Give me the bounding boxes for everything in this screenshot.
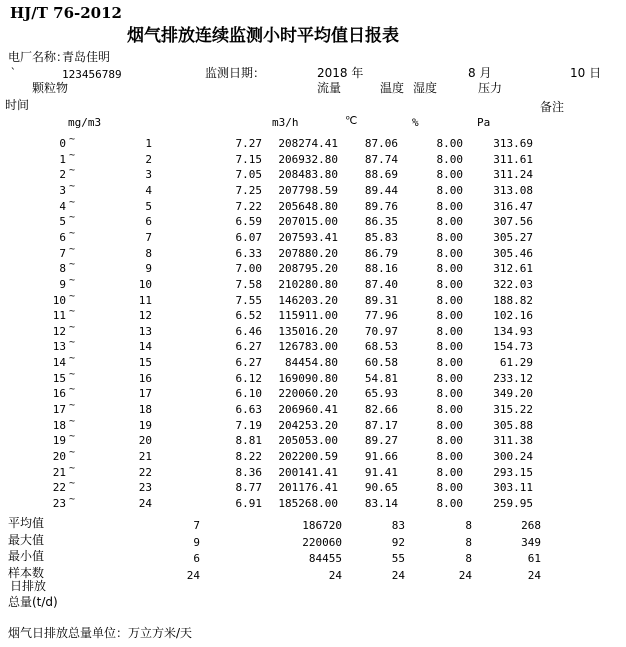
footnote-emission-unit: 烟气日排放总量单位：万立方米/天 bbox=[8, 626, 193, 640]
hour-end-cell: 20 bbox=[138, 434, 152, 447]
temp-value-cell: 87.74 bbox=[364, 153, 398, 166]
range-tilde: ~ bbox=[69, 150, 76, 161]
hour-start-cell: 6 bbox=[59, 231, 66, 244]
pressure-value-cell: 188.82 bbox=[493, 294, 533, 307]
flow-value-cell: 210280.80 bbox=[278, 278, 338, 291]
temp-value-cell: 89.31 bbox=[364, 294, 398, 307]
hour-start-cell: 12 bbox=[52, 325, 66, 338]
humidity-value-cell: 8.00 bbox=[436, 309, 463, 322]
humidity-value-cell: 8.00 bbox=[436, 153, 463, 166]
humidity-value-cell: 8.00 bbox=[436, 231, 463, 244]
pressure-value-cell: 316.47 bbox=[493, 200, 533, 213]
humidity-value-cell: 8.00 bbox=[436, 262, 463, 275]
pressure-value-cell: 315.22 bbox=[493, 403, 533, 416]
pressure-value-cell: 311.38 bbox=[493, 434, 533, 447]
humidity-value-cell: 8.00 bbox=[436, 184, 463, 197]
temp-value-cell: 83.14 bbox=[364, 497, 398, 510]
summary-humidity-cell: 24 bbox=[458, 569, 472, 582]
pm-value-cell: 8.36 bbox=[235, 466, 262, 479]
pm-value-cell: 6.46 bbox=[235, 325, 262, 338]
hour-end-cell: 15 bbox=[138, 356, 152, 369]
pressure-value-cell: 134.93 bbox=[493, 325, 533, 338]
hour-end-cell: 14 bbox=[138, 340, 152, 353]
monitor-date-day: 10 日 bbox=[570, 66, 602, 80]
plant-name-label: 电厂名称： bbox=[8, 50, 69, 64]
unit-pressure: Pa bbox=[477, 116, 491, 129]
hour-start-cell: 0 bbox=[59, 137, 66, 150]
unit-humidity: % bbox=[412, 116, 419, 129]
temp-value-cell: 87.17 bbox=[364, 419, 398, 432]
humidity-value-cell: 8.00 bbox=[436, 372, 463, 385]
pressure-value-cell: 349.20 bbox=[493, 387, 533, 400]
monitor-date-month: 8 月 bbox=[468, 66, 492, 80]
flow-value-cell: 220060.20 bbox=[278, 387, 338, 400]
pressure-value-cell: 312.61 bbox=[493, 262, 533, 275]
range-tilde: ~ bbox=[69, 447, 76, 458]
hour-start-cell: 1 bbox=[59, 153, 66, 166]
hour-end-cell: 24 bbox=[138, 497, 152, 510]
range-tilde: ~ bbox=[69, 384, 76, 395]
temp-value-cell: 88.16 bbox=[364, 262, 398, 275]
flow-value-cell: 146203.20 bbox=[278, 294, 338, 307]
pressure-value-cell: 300.24 bbox=[493, 450, 533, 463]
humidity-value-cell: 8.00 bbox=[436, 200, 463, 213]
flow-value-cell: 208795.20 bbox=[278, 262, 338, 275]
hour-start-cell: 14 bbox=[52, 356, 66, 369]
hour-start-cell: 21 bbox=[52, 466, 66, 479]
range-tilde: ~ bbox=[69, 478, 76, 489]
humidity-value-cell: 8.00 bbox=[436, 387, 463, 400]
humidity-value-cell: 8.00 bbox=[436, 481, 463, 494]
temp-value-cell: 86.79 bbox=[364, 247, 398, 260]
pm-value-cell: 6.59 bbox=[235, 215, 262, 228]
daily-emission-label-line1: 日排放 bbox=[10, 579, 47, 593]
temp-value-cell: 85.83 bbox=[364, 231, 398, 244]
hour-end-cell: 23 bbox=[138, 481, 152, 494]
range-tilde: ~ bbox=[69, 337, 76, 348]
hour-start-cell: 10 bbox=[52, 294, 66, 307]
summary-flow-cell: 24 bbox=[328, 569, 342, 582]
hour-end-cell: 5 bbox=[145, 200, 152, 213]
flow-value-cell: 200141.41 bbox=[278, 466, 338, 479]
hour-start-cell: 5 bbox=[59, 215, 66, 228]
temp-value-cell: 91.66 bbox=[364, 450, 398, 463]
hour-start-cell: 15 bbox=[52, 372, 66, 385]
temp-value-cell: 88.69 bbox=[364, 168, 398, 181]
range-tilde: ~ bbox=[69, 400, 76, 411]
temp-value-cell: 68.53 bbox=[364, 340, 398, 353]
humidity-value-cell: 8.00 bbox=[436, 340, 463, 353]
temp-value-cell: 77.96 bbox=[364, 309, 398, 322]
flow-value-cell: 208483.80 bbox=[278, 168, 338, 181]
pressure-value-cell: 305.46 bbox=[493, 247, 533, 260]
flow-value-cell: 84454.80 bbox=[285, 356, 338, 369]
summary-temp-cell: 24 bbox=[391, 569, 405, 582]
hour-start-cell: 4 bbox=[59, 200, 66, 213]
unit-flow: m3/h bbox=[272, 116, 299, 129]
column-header-remark: 备注 bbox=[540, 100, 565, 114]
pm-value-cell: 6.52 bbox=[235, 309, 262, 322]
summary-pm-cell: 6 bbox=[193, 552, 200, 565]
hour-start-cell: 18 bbox=[52, 419, 66, 432]
hour-end-cell: 9 bbox=[145, 262, 152, 275]
temp-value-cell: 86.35 bbox=[364, 215, 398, 228]
temp-value-cell: 54.81 bbox=[364, 372, 398, 385]
hour-start-cell: 19 bbox=[52, 434, 66, 447]
pressure-value-cell: 305.27 bbox=[493, 231, 533, 244]
range-tilde: ~ bbox=[69, 165, 76, 176]
humidity-value-cell: 8.00 bbox=[436, 497, 463, 510]
pressure-value-cell: 233.12 bbox=[493, 372, 533, 385]
humidity-value-cell: 8.00 bbox=[436, 434, 463, 447]
hour-start-cell: 8 bbox=[59, 262, 66, 275]
range-tilde: ~ bbox=[69, 181, 76, 192]
summary-temp-cell: 83 bbox=[391, 519, 405, 532]
range-tilde: ~ bbox=[69, 494, 76, 505]
range-tilde: ~ bbox=[69, 369, 76, 380]
column-header-flow: 流量 bbox=[317, 81, 342, 95]
pm-value-cell: 6.91 bbox=[235, 497, 262, 510]
summary-flow-cell: 220060 bbox=[302, 536, 342, 549]
pressure-value-cell: 154.73 bbox=[493, 340, 533, 353]
pm-value-cell: 8.77 bbox=[235, 481, 262, 494]
pressure-value-cell: 259.95 bbox=[493, 497, 533, 510]
hour-start-cell: 11 bbox=[52, 309, 66, 322]
temp-value-cell: 89.27 bbox=[364, 434, 398, 447]
hour-end-cell: 16 bbox=[138, 372, 152, 385]
hour-end-cell: 17 bbox=[138, 387, 152, 400]
flow-value-cell: 208274.41 bbox=[278, 137, 338, 150]
daily-emission-label-line2: 总量(t/d) bbox=[8, 595, 58, 609]
pressure-value-cell: 313.08 bbox=[493, 184, 533, 197]
pm-value-cell: 7.15 bbox=[235, 153, 262, 166]
hour-start-cell: 7 bbox=[59, 247, 66, 260]
temp-value-cell: 89.76 bbox=[364, 200, 398, 213]
pm-value-cell: 7.00 bbox=[235, 262, 262, 275]
range-tilde: ~ bbox=[69, 259, 76, 270]
hour-start-cell: 3 bbox=[59, 184, 66, 197]
pressure-value-cell: 322.03 bbox=[493, 278, 533, 291]
range-tilde: ~ bbox=[69, 291, 76, 302]
column-header-time: 时间 bbox=[5, 98, 30, 112]
hour-end-cell: 8 bbox=[145, 247, 152, 260]
temp-value-cell: 87.40 bbox=[364, 278, 398, 291]
hour-start-cell: 17 bbox=[52, 403, 66, 416]
flow-value-cell: 201176.41 bbox=[278, 481, 338, 494]
pressure-value-cell: 313.69 bbox=[493, 137, 533, 150]
range-tilde: ~ bbox=[69, 322, 76, 333]
summary-label: 最大值 bbox=[8, 533, 45, 547]
range-tilde: ~ bbox=[69, 134, 76, 145]
flow-value-cell: 115911.00 bbox=[278, 309, 338, 322]
page-title: 烟气排放连续监测小时平均值日报表 bbox=[127, 26, 399, 46]
summary-pressure-cell: 61 bbox=[527, 552, 541, 565]
hour-end-cell: 1 bbox=[145, 137, 152, 150]
pm-value-cell: 6.07 bbox=[235, 231, 262, 244]
hour-end-cell: 12 bbox=[138, 309, 152, 322]
summary-pressure-cell: 268 bbox=[521, 519, 541, 532]
hour-start-cell: 22 bbox=[52, 481, 66, 494]
hour-start-cell: 13 bbox=[52, 340, 66, 353]
hour-end-cell: 13 bbox=[138, 325, 152, 338]
summary-label: 平均值 bbox=[8, 516, 45, 530]
humidity-value-cell: 8.00 bbox=[436, 466, 463, 479]
humidity-value-cell: 8.00 bbox=[436, 247, 463, 260]
hour-end-cell: 21 bbox=[138, 450, 152, 463]
pressure-value-cell: 307.56 bbox=[493, 215, 533, 228]
unit-pm: mg/m3 bbox=[68, 116, 102, 129]
temp-value-cell: 89.44 bbox=[364, 184, 398, 197]
range-tilde: ~ bbox=[69, 244, 76, 255]
humidity-value-cell: 8.00 bbox=[436, 450, 463, 463]
monitor-date-year: 2018 年 bbox=[317, 66, 364, 80]
pm-value-cell: 6.12 bbox=[235, 372, 262, 385]
summary-temp-cell: 92 bbox=[391, 536, 405, 549]
hour-end-cell: 11 bbox=[138, 294, 152, 307]
column-header-pressure: 压力 bbox=[478, 81, 503, 95]
hour-end-cell: 3 bbox=[145, 168, 152, 181]
pm-value-cell: 6.33 bbox=[235, 247, 262, 260]
pressure-value-cell: 293.15 bbox=[493, 466, 533, 479]
pm-value-cell: 6.27 bbox=[235, 340, 262, 353]
pressure-value-cell: 305.88 bbox=[493, 419, 533, 432]
summary-label: 最小值 bbox=[8, 549, 45, 563]
pm-value-cell: 7.58 bbox=[235, 278, 262, 291]
temp-value-cell: 82.66 bbox=[364, 403, 398, 416]
hour-end-cell: 7 bbox=[145, 231, 152, 244]
hour-end-cell: 18 bbox=[138, 403, 152, 416]
plant-code-value: 123456789 bbox=[62, 68, 122, 81]
flow-value-cell: 206960.41 bbox=[278, 403, 338, 416]
pm-value-cell: 7.25 bbox=[235, 184, 262, 197]
flow-value-cell: 207593.41 bbox=[278, 231, 338, 244]
pm-value-cell: 6.63 bbox=[235, 403, 262, 416]
temp-value-cell: 90.65 bbox=[364, 481, 398, 494]
hour-end-cell: 10 bbox=[138, 278, 152, 291]
summary-humidity-cell: 8 bbox=[465, 552, 472, 565]
summary-pm-cell: 9 bbox=[193, 536, 200, 549]
temp-value-cell: 87.06 bbox=[364, 137, 398, 150]
flow-value-cell: 185268.00 bbox=[278, 497, 338, 510]
hour-end-cell: 4 bbox=[145, 184, 152, 197]
flow-value-cell: 207880.20 bbox=[278, 247, 338, 260]
summary-temp-cell: 55 bbox=[391, 552, 405, 565]
pm-value-cell: 7.19 bbox=[235, 419, 262, 432]
hour-end-cell: 19 bbox=[138, 419, 152, 432]
summary-pm-cell: 24 bbox=[186, 569, 200, 582]
hour-end-cell: 6 bbox=[145, 215, 152, 228]
range-tilde: ~ bbox=[69, 353, 76, 364]
standard-number: HJ/T 76-2012 bbox=[10, 4, 122, 22]
humidity-value-cell: 8.00 bbox=[436, 168, 463, 181]
hour-start-cell: 20 bbox=[52, 450, 66, 463]
pm-value-cell: 8.81 bbox=[235, 434, 262, 447]
range-tilde: ~ bbox=[69, 275, 76, 286]
humidity-value-cell: 8.00 bbox=[436, 294, 463, 307]
range-tilde: ~ bbox=[69, 463, 76, 474]
flow-value-cell: 205053.00 bbox=[278, 434, 338, 447]
range-tilde: ~ bbox=[69, 228, 76, 239]
column-header-humidity: 湿度 bbox=[413, 81, 438, 95]
monitor-date-label: 监测日期： bbox=[205, 66, 266, 80]
summary-pm-cell: 7 bbox=[193, 519, 200, 532]
humidity-value-cell: 8.00 bbox=[436, 137, 463, 150]
pressure-value-cell: 311.24 bbox=[493, 168, 533, 181]
summary-pressure-cell: 349 bbox=[521, 536, 541, 549]
column-header-temp: 温度 bbox=[380, 81, 405, 95]
unit-temp: ℃ bbox=[345, 114, 358, 127]
summary-flow-cell: 84455 bbox=[308, 552, 342, 565]
humidity-value-cell: 8.00 bbox=[436, 419, 463, 432]
pm-value-cell: 7.22 bbox=[235, 200, 262, 213]
hour-end-cell: 2 bbox=[145, 153, 152, 166]
stray-tick: ` bbox=[10, 66, 17, 79]
pm-value-cell: 6.10 bbox=[235, 387, 262, 400]
flow-value-cell: 204253.20 bbox=[278, 419, 338, 432]
flow-value-cell: 207015.00 bbox=[278, 215, 338, 228]
flow-value-cell: 205648.80 bbox=[278, 200, 338, 213]
pressure-value-cell: 303.11 bbox=[493, 481, 533, 494]
flow-value-cell: 169090.80 bbox=[278, 372, 338, 385]
pm-value-cell: 7.27 bbox=[235, 137, 262, 150]
range-tilde: ~ bbox=[69, 306, 76, 317]
humidity-value-cell: 8.00 bbox=[436, 403, 463, 416]
flow-value-cell: 207798.59 bbox=[278, 184, 338, 197]
flow-value-cell: 135016.20 bbox=[278, 325, 338, 338]
pm-value-cell: 7.55 bbox=[235, 294, 262, 307]
humidity-value-cell: 8.00 bbox=[436, 215, 463, 228]
temp-value-cell: 60.58 bbox=[364, 356, 398, 369]
column-header-pm: 颗粒物 bbox=[32, 81, 69, 95]
hour-end-cell: 22 bbox=[138, 466, 152, 479]
hour-start-cell: 2 bbox=[59, 168, 66, 181]
pressure-value-cell: 102.16 bbox=[493, 309, 533, 322]
summary-label: 样本数 bbox=[8, 566, 45, 580]
temp-value-cell: 70.97 bbox=[364, 325, 398, 338]
pm-value-cell: 8.22 bbox=[235, 450, 262, 463]
hour-start-cell: 16 bbox=[52, 387, 66, 400]
pm-value-cell: 6.27 bbox=[235, 356, 262, 369]
range-tilde: ~ bbox=[69, 416, 76, 427]
summary-humidity-cell: 8 bbox=[465, 519, 472, 532]
humidity-value-cell: 8.00 bbox=[436, 278, 463, 291]
pressure-value-cell: 311.61 bbox=[493, 153, 533, 166]
humidity-value-cell: 8.00 bbox=[436, 356, 463, 369]
humidity-value-cell: 8.00 bbox=[436, 325, 463, 338]
hour-start-cell: 23 bbox=[52, 497, 66, 510]
range-tilde: ~ bbox=[69, 431, 76, 442]
range-tilde: ~ bbox=[69, 197, 76, 208]
flow-value-cell: 206932.80 bbox=[278, 153, 338, 166]
temp-value-cell: 91.41 bbox=[364, 466, 398, 479]
summary-flow-cell: 186720 bbox=[302, 519, 342, 532]
plant-name-value: 青岛佳明 bbox=[62, 50, 111, 64]
flow-value-cell: 202200.59 bbox=[278, 450, 338, 463]
pressure-value-cell: 61.29 bbox=[499, 356, 533, 369]
summary-pressure-cell: 24 bbox=[527, 569, 541, 582]
range-tilde: ~ bbox=[69, 212, 76, 223]
summary-humidity-cell: 8 bbox=[465, 536, 472, 549]
pm-value-cell: 7.05 bbox=[235, 168, 262, 181]
flow-value-cell: 126783.00 bbox=[278, 340, 338, 353]
hour-start-cell: 9 bbox=[59, 278, 66, 291]
temp-value-cell: 65.93 bbox=[364, 387, 398, 400]
